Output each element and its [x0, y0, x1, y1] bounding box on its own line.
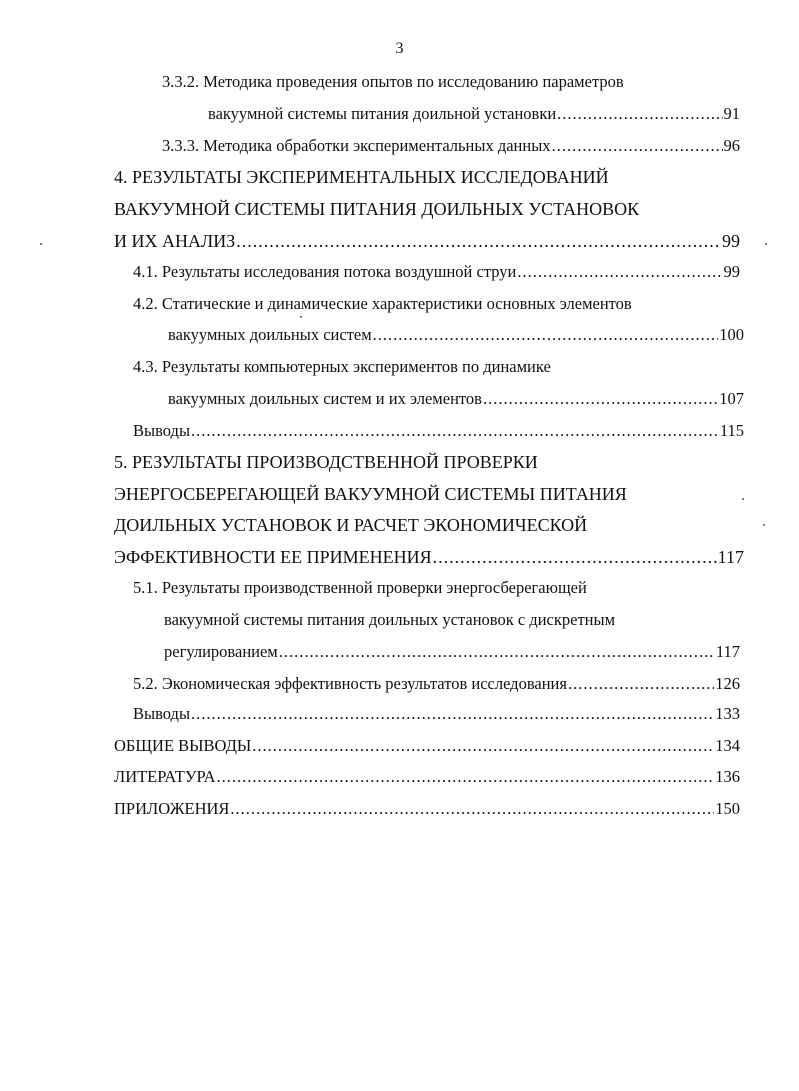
toc-page-number: 133 [715, 704, 740, 723]
leader-dots [517, 264, 722, 281]
toc-chapter-5-line1 [114, 453, 538, 471]
toc-entry-4-2-line1 [133, 296, 632, 313]
toc-page-number: 150 [715, 799, 740, 818]
toc-page-number: 91 [723, 104, 740, 123]
toc-entry-3-3-2-line1 [162, 74, 624, 91]
page-number: 3 [395, 40, 404, 57]
toc-entry-4-3-line2 [168, 391, 744, 408]
toc-chapter-text: ЭНЕРГОСБЕРЕГАЮЩЕЙ ВАКУУМНОЙ СИСТЕМЫ ПИТАНИЯ [114, 484, 627, 504]
toc-chapter-4-line3 [114, 232, 740, 250]
toc-page-number: 107 [719, 389, 744, 408]
leader-dots [236, 232, 721, 250]
leader-dots [373, 327, 719, 344]
toc-chapter-text: ДОИЛЬНЫХ УСТАНОВОК И РАСЧЕТ ЭКОНОМИЧЕСКОЙ [114, 515, 588, 535]
toc-entry-appendices [114, 801, 740, 818]
toc-page-number: 117 [717, 547, 744, 567]
toc-chapter-5-line3 [114, 516, 587, 534]
toc-entry-text: вакуумной системы питания доильных установок с дискретным [164, 610, 616, 629]
leader-dots [433, 548, 717, 566]
toc-page-number: 136 [715, 767, 740, 786]
toc-entry-conclusions-5 [133, 706, 740, 723]
scan-speck [765, 243, 767, 245]
leader-dots [552, 138, 723, 155]
toc-entry-text: 4.2. Статические и динамические характеристики основных элементов [133, 294, 632, 313]
leader-dots [191, 423, 719, 440]
toc-chapter-text: И ИХ АНАЛИЗ [114, 231, 236, 251]
leader-dots [252, 738, 714, 755]
toc-entry-text: Выводы [133, 421, 191, 440]
toc-entry-4-1 [133, 264, 740, 281]
toc-entry-literature [114, 769, 740, 786]
toc-page-number: 96 [723, 136, 740, 155]
toc-page-number: 99 [723, 262, 740, 281]
toc-entry-conclusions-4 [133, 423, 744, 440]
toc-entry-text: ЛИТЕРАТУРА [114, 767, 216, 786]
scan-speck [763, 524, 765, 526]
toc-entry-4-2-line2 [168, 327, 744, 344]
toc-page-number: 99 [722, 231, 740, 251]
toc-page-number: 134 [715, 736, 740, 755]
toc-entry-text: 4.1. Результаты исследования потока воздушной струи [133, 262, 517, 281]
scan-speck [300, 316, 302, 318]
toc-page-number: 115 [719, 421, 744, 440]
toc-entry-text: 4.3. Результаты компьютерных экспериментов по динамике [133, 357, 551, 376]
toc-chapter-text: ЭФФЕКТИВНОСТИ ЕЕ ПРИМЕНЕНИЯ [114, 547, 432, 567]
toc-entry-3-3-2-line2 [208, 106, 740, 123]
toc-entry-text: 5.2. Экономическая эффективность результатов исследования [133, 674, 567, 693]
scan-speck [40, 243, 42, 245]
toc-chapter-text: 5. РЕЗУЛЬТАТЫ ПРОИЗВОДСТВЕННОЙ ПРОВЕРКИ [114, 452, 538, 472]
toc-entry-5-1-line3 [164, 644, 740, 661]
toc-entry-text: 5.1. Результаты производственной проверки энергосберегающей [133, 578, 587, 597]
toc-entry-3-3-3 [162, 138, 740, 155]
leader-dots [191, 706, 714, 723]
toc-entry-5-2 [133, 676, 740, 693]
toc-entry-text: 3.3.2. Методика проведения опытов по исследованию параметров [162, 72, 624, 91]
toc-entry-5-1-line2 [164, 612, 615, 629]
leader-dots [279, 644, 715, 661]
leader-dots [230, 801, 714, 818]
toc-entry-text: 3.3.3. Методика обработки экспериментальных данных [162, 136, 551, 155]
toc-chapter-4-line1 [114, 168, 609, 186]
toc-entry-text: ПРИЛОЖЕНИЯ [114, 799, 230, 818]
leader-dots [568, 676, 714, 693]
toc-entry-general-conclusions [114, 738, 740, 755]
toc-entry-text: Выводы [133, 704, 191, 723]
toc-chapter-5-line4 [114, 548, 744, 566]
leader-dots [217, 769, 715, 786]
toc-entry-text: вакуумных доильных систем и их элементов [168, 389, 482, 408]
toc-entry-4-3-line1 [133, 359, 551, 376]
scan-speck [742, 498, 744, 500]
toc-entry-text: вакуумных доильных систем [168, 325, 372, 344]
leader-dots [557, 106, 722, 123]
toc-page-number: 100 [719, 325, 744, 344]
toc-entry-text: регулированием [164, 642, 278, 661]
leader-dots [483, 391, 718, 408]
toc-entry-5-1-line1 [133, 580, 587, 597]
toc-entry-text: вакуумной системы питания доильной установки [208, 104, 557, 123]
toc-chapter-5-line2 [114, 485, 627, 503]
toc-entry-text: ОБЩИЕ ВЫВОДЫ [114, 736, 252, 755]
toc-chapter-text: ВАКУУМНОЙ СИСТЕМЫ ПИТАНИЯ ДОИЛЬНЫХ УСТАНОВОК [114, 199, 640, 219]
toc-page-number: 117 [715, 642, 740, 661]
toc-chapter-text: 4. РЕЗУЛЬТАТЫ ЭКСПЕРИМЕНТАЛЬНЫХ ИССЛЕДОВАНИЙ [114, 167, 609, 187]
toc-chapter-4-line2 [114, 200, 639, 218]
toc-page-number: 126 [715, 674, 740, 693]
